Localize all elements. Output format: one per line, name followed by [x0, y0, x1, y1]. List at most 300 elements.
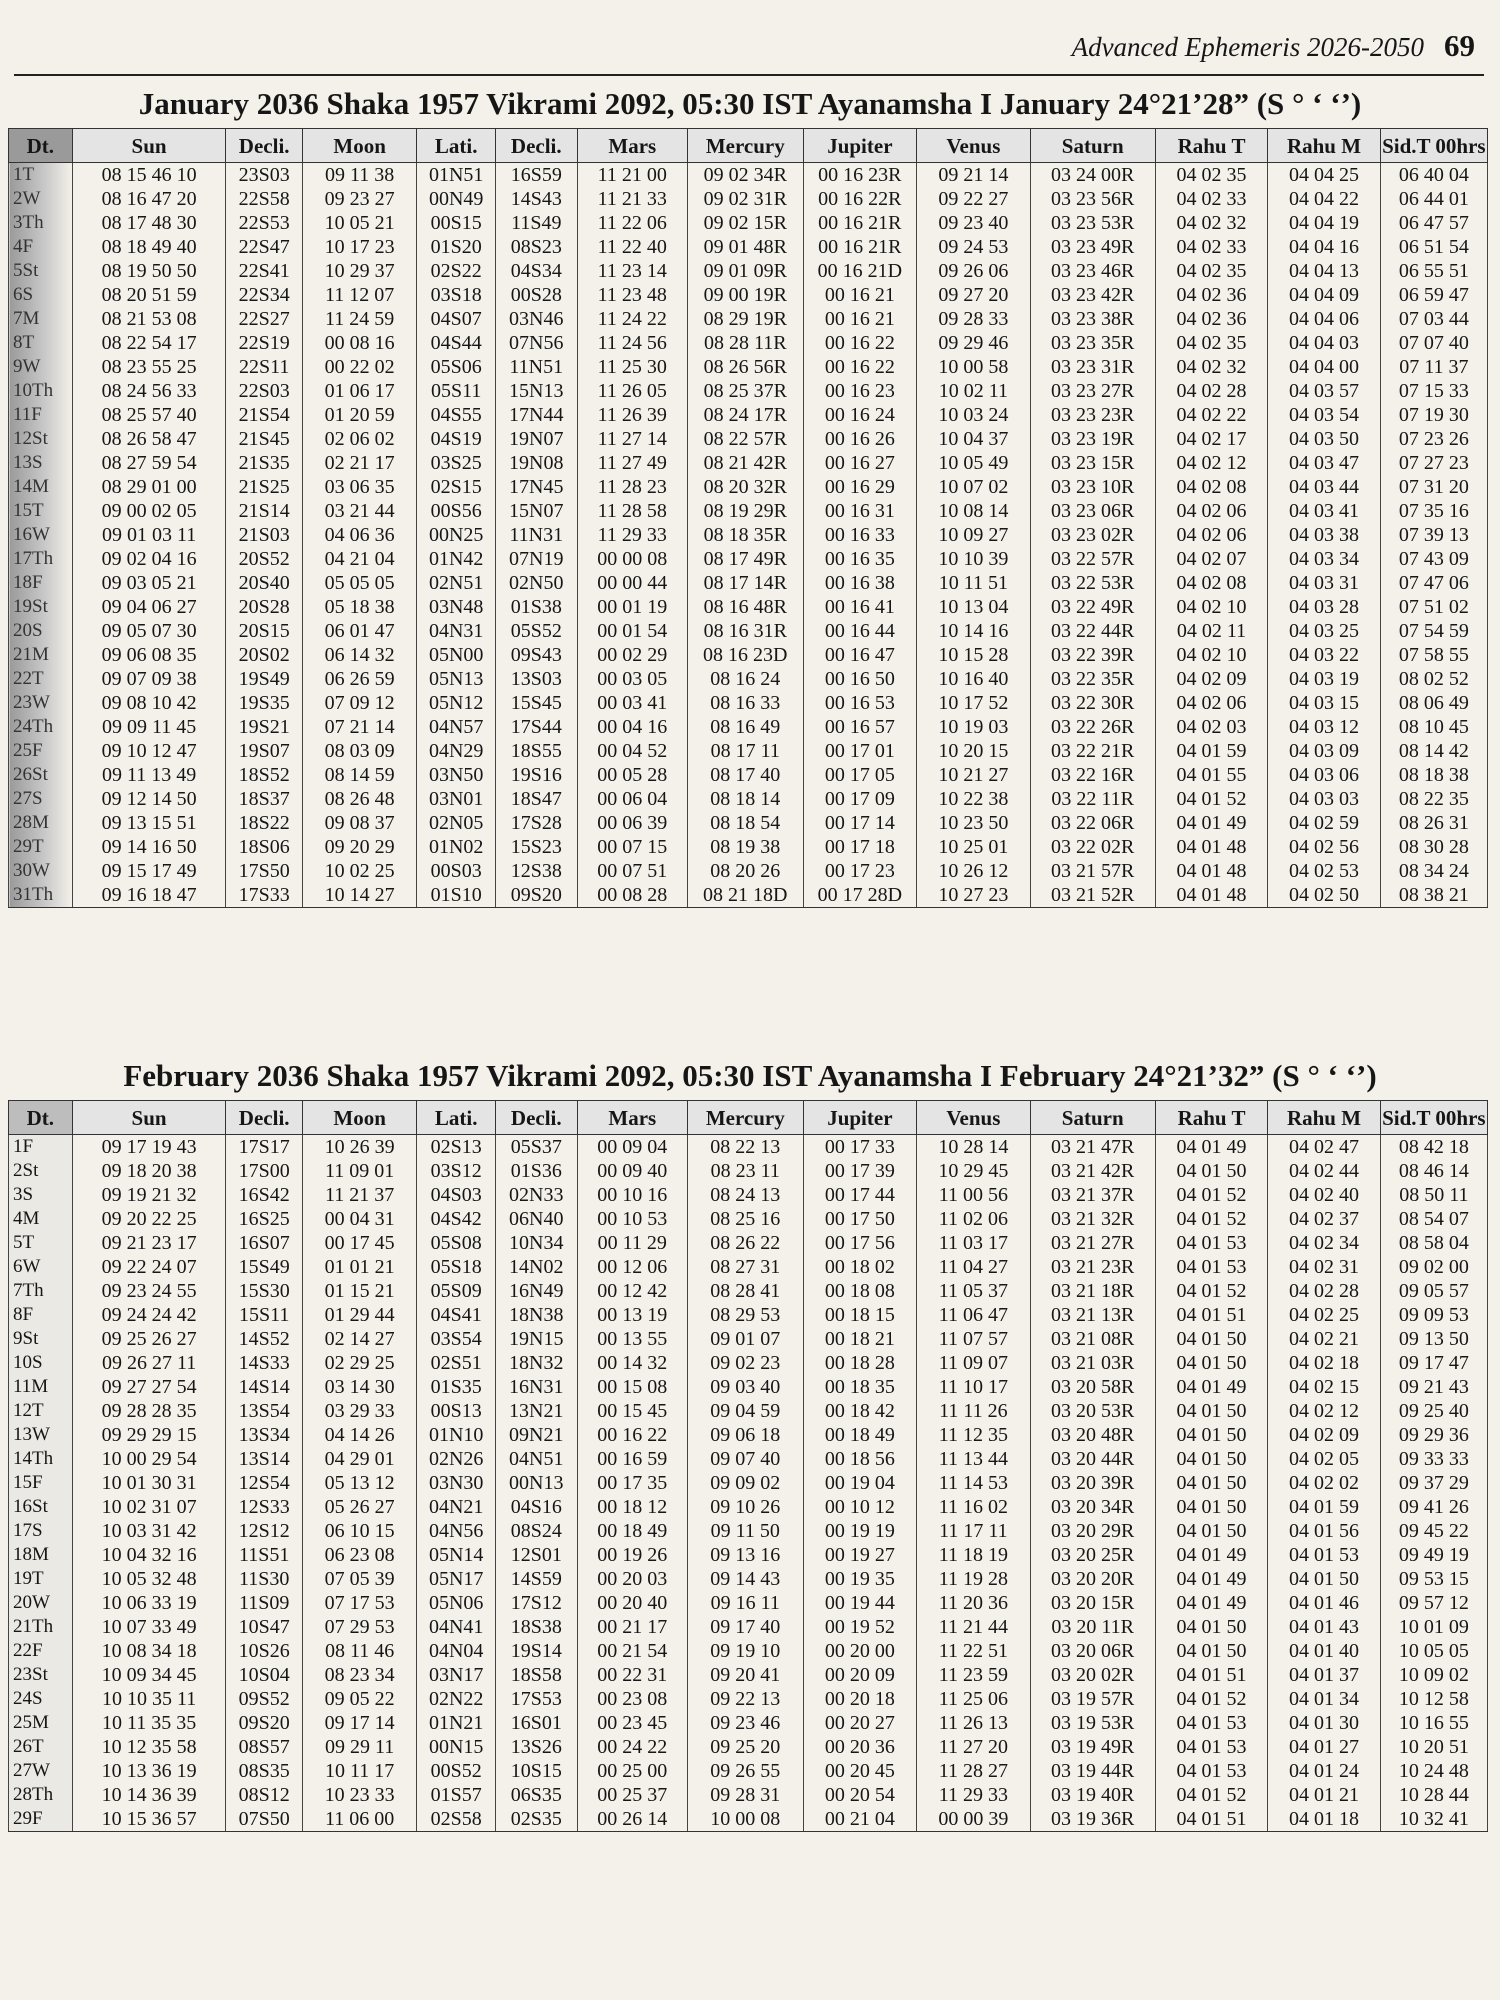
value-cell: 09S20: [495, 883, 577, 908]
value-cell: 11 17 11: [917, 1519, 1031, 1543]
value-cell: 09 13 15 51: [72, 811, 226, 835]
column-header: Jupiter: [803, 129, 917, 163]
value-cell: 00 16 50: [803, 667, 917, 691]
value-cell: 02S13: [417, 1135, 496, 1160]
value-cell: 07 19 30: [1380, 403, 1487, 427]
value-cell: 10 05 49: [917, 451, 1031, 475]
column-header: Rahu M: [1268, 129, 1380, 163]
date-cell: 2W: [9, 187, 73, 211]
value-cell: 19N07: [495, 427, 577, 451]
column-header: Lati.: [417, 129, 496, 163]
value-cell: 04 03 28: [1268, 595, 1380, 619]
value-cell: 00 17 56: [803, 1231, 917, 1255]
value-cell: 00 21 17: [577, 1615, 687, 1639]
value-cell: 03 22 57R: [1030, 547, 1155, 571]
value-cell: 00 18 42: [803, 1399, 917, 1423]
value-cell: 09 05 07 30: [72, 619, 226, 643]
value-cell: 04 01 50: [1155, 1447, 1267, 1471]
value-cell: 13S34: [226, 1423, 302, 1447]
value-cell: 16S01: [495, 1711, 577, 1735]
value-cell: 00 16 38: [803, 571, 917, 595]
value-cell: 10 26 39: [302, 1135, 417, 1160]
value-cell: 09 29 36: [1380, 1423, 1487, 1447]
value-cell: 08 24 56 33: [72, 379, 226, 403]
value-cell: 19N15: [495, 1327, 577, 1351]
value-cell: 09 19 21 32: [72, 1183, 226, 1207]
value-cell: 07 54 59: [1380, 619, 1487, 643]
value-cell: 11 28 58: [577, 499, 687, 523]
date-cell: 15F: [9, 1471, 73, 1495]
date-cell: 12T: [9, 1399, 73, 1423]
value-cell: 02N33: [495, 1183, 577, 1207]
table-row: [9, 259, 1488, 283]
value-cell: 01N42: [417, 547, 496, 571]
value-cell: 09 14 16 50: [72, 835, 226, 859]
value-cell: 03 20 06R: [1030, 1639, 1155, 1663]
value-cell: 00 16 27: [803, 451, 917, 475]
value-cell: 11 21 00: [577, 163, 687, 188]
value-cell: 04 02 32: [1155, 355, 1267, 379]
value-cell: 04 01 51: [1155, 1807, 1267, 1832]
value-cell: 18N32: [495, 1351, 577, 1375]
value-cell: 08 29 53: [687, 1303, 803, 1327]
value-cell: 03S18: [417, 283, 496, 307]
value-cell: 08 17 11: [687, 739, 803, 763]
value-cell: 19N08: [495, 451, 577, 475]
value-cell: 04 01 49: [1155, 811, 1267, 835]
value-cell: 03 21 08R: [1030, 1327, 1155, 1351]
value-cell: 08 02 52: [1380, 667, 1487, 691]
value-cell: 08 18 35R: [687, 523, 803, 547]
value-cell: 06S35: [495, 1783, 577, 1807]
value-cell: 20S52: [226, 547, 302, 571]
value-cell: 00 23 45: [577, 1711, 687, 1735]
value-cell: 10 00 58: [917, 355, 1031, 379]
table-row: [9, 811, 1488, 835]
date-cell: 23W: [9, 691, 73, 715]
date-cell: 2St: [9, 1159, 73, 1183]
value-cell: 04 01 51: [1155, 1303, 1267, 1327]
column-header: Sid.T 00hrs: [1380, 1101, 1487, 1135]
table-row: [9, 1495, 1488, 1519]
value-cell: 22S41: [226, 259, 302, 283]
value-cell: 00 02 29: [577, 643, 687, 667]
value-cell: 04S03: [417, 1183, 496, 1207]
value-cell: 09 24 53: [917, 235, 1031, 259]
value-cell: 08 23 34: [302, 1663, 417, 1687]
value-cell: 04 02 21: [1268, 1327, 1380, 1351]
table-row: [9, 307, 1488, 331]
date-cell: 30W: [9, 859, 73, 883]
value-cell: 07 39 13: [1380, 523, 1487, 547]
value-cell: 05N06: [417, 1591, 496, 1615]
value-cell: 08 22 54 17: [72, 331, 226, 355]
value-cell: 03N01: [417, 787, 496, 811]
value-cell: 04 01 56: [1268, 1519, 1380, 1543]
value-cell: 10 13 04: [917, 595, 1031, 619]
value-cell: 04 02 28: [1155, 379, 1267, 403]
value-cell: 06 23 08: [302, 1543, 417, 1567]
value-cell: 04 01 53: [1155, 1231, 1267, 1255]
value-cell: 03 19 44R: [1030, 1759, 1155, 1783]
value-cell: 10 11 17: [302, 1759, 417, 1783]
value-cell: 04 01 48: [1155, 835, 1267, 859]
value-cell: 08S57: [226, 1735, 302, 1759]
table-row: [9, 451, 1488, 475]
table-row: [9, 1591, 1488, 1615]
value-cell: 09 06 08 35: [72, 643, 226, 667]
value-cell: 01S36: [495, 1159, 577, 1183]
value-cell: 08 25 57 40: [72, 403, 226, 427]
value-cell: 04 01 59: [1268, 1495, 1380, 1519]
value-cell: 00S15: [417, 211, 496, 235]
column-header: Dt.: [9, 1101, 73, 1135]
date-cell: 29T: [9, 835, 73, 859]
value-cell: 00 10 53: [577, 1207, 687, 1231]
value-cell: 09 03 05 21: [72, 571, 226, 595]
value-cell: 15N13: [495, 379, 577, 403]
value-cell: 03 23 23R: [1030, 403, 1155, 427]
table-row: [9, 187, 1488, 211]
value-cell: 09 22 27: [917, 187, 1031, 211]
value-cell: 19S21: [226, 715, 302, 739]
value-cell: 00 17 28D: [803, 883, 917, 908]
date-cell: 12St: [9, 427, 73, 451]
value-cell: 11 23 59: [917, 1663, 1031, 1687]
value-cell: 10 14 36 39: [72, 1783, 226, 1807]
table-row: [9, 1255, 1488, 1279]
value-cell: 17S44: [495, 715, 577, 739]
table-row: [9, 1327, 1488, 1351]
value-cell: 08 29 19R: [687, 307, 803, 331]
value-cell: 04 01 52: [1155, 1687, 1267, 1711]
value-cell: 00N49: [417, 187, 496, 211]
value-cell: 04N57: [417, 715, 496, 739]
date-cell: 4F: [9, 235, 73, 259]
value-cell: 07 51 02: [1380, 595, 1487, 619]
value-cell: 03 21 27R: [1030, 1231, 1155, 1255]
date-cell: 17Th: [9, 547, 73, 571]
value-cell: 17S28: [495, 811, 577, 835]
value-cell: 19S14: [495, 1639, 577, 1663]
value-cell: 10 20 15: [917, 739, 1031, 763]
value-cell: 10 17 52: [917, 691, 1031, 715]
value-cell: 04 01 34: [1268, 1687, 1380, 1711]
value-cell: 00 10 16: [577, 1183, 687, 1207]
value-cell: 04 02 33: [1155, 187, 1267, 211]
value-cell: 09 13 50: [1380, 1327, 1487, 1351]
value-cell: 03 22 35R: [1030, 667, 1155, 691]
value-cell: 04 01 50: [1155, 1471, 1267, 1495]
value-cell: 22S11: [226, 355, 302, 379]
value-cell: 11 20 36: [917, 1591, 1031, 1615]
date-cell: 11M: [9, 1375, 73, 1399]
value-cell: 00 20 40: [577, 1591, 687, 1615]
value-cell: 08 21 18D: [687, 883, 803, 908]
value-cell: 04S41: [417, 1303, 496, 1327]
value-cell: 07 31 20: [1380, 475, 1487, 499]
value-cell: 04 02 32: [1155, 211, 1267, 235]
column-header: Decli.: [226, 1101, 302, 1135]
value-cell: 06 47 57: [1380, 211, 1487, 235]
value-cell: 04 14 26: [302, 1423, 417, 1447]
value-cell: 11 21 37: [302, 1183, 417, 1207]
value-cell: 03 23 27R: [1030, 379, 1155, 403]
value-cell: 16S59: [495, 163, 577, 188]
table-row: [9, 1351, 1488, 1375]
value-cell: 11 04 27: [917, 1255, 1031, 1279]
date-cell: 15T: [9, 499, 73, 523]
column-header: Venus: [917, 129, 1031, 163]
value-cell: 04 02 35: [1155, 163, 1267, 188]
value-cell: 09 07 40: [687, 1447, 803, 1471]
value-cell: 09 16 18 47: [72, 883, 226, 908]
value-cell: 03 23 42R: [1030, 283, 1155, 307]
value-cell: 11 26 13: [917, 1711, 1031, 1735]
value-cell: 18S06: [226, 835, 302, 859]
date-cell: 8T: [9, 331, 73, 355]
value-cell: 05S11: [417, 379, 496, 403]
value-cell: 08 18 49 40: [72, 235, 226, 259]
column-header: Saturn: [1030, 1101, 1155, 1135]
value-cell: 10 21 27: [917, 763, 1031, 787]
value-cell: 04 02 12: [1268, 1399, 1380, 1423]
value-cell: 13S14: [226, 1447, 302, 1471]
table-row: [9, 283, 1488, 307]
value-cell: 08 23 11: [687, 1159, 803, 1183]
value-cell: 04 03 25: [1268, 619, 1380, 643]
value-cell: 11 18 19: [917, 1543, 1031, 1567]
value-cell: 14S52: [226, 1327, 302, 1351]
value-cell: 09 01 03 11: [72, 523, 226, 547]
value-cell: 00 16 23R: [803, 163, 917, 188]
value-cell: 08 38 21: [1380, 883, 1487, 908]
value-cell: 11 26 05: [577, 379, 687, 403]
value-cell: 04 01 21: [1268, 1783, 1380, 1807]
value-cell: 08 46 14: [1380, 1159, 1487, 1183]
table-row: [9, 1207, 1488, 1231]
value-cell: 01 06 17: [302, 379, 417, 403]
value-cell: 02N26: [417, 1447, 496, 1471]
value-cell: 11 27 14: [577, 427, 687, 451]
value-cell: 04 02 35: [1155, 259, 1267, 283]
value-cell: 00 18 08: [803, 1279, 917, 1303]
value-cell: 01 20 59: [302, 403, 417, 427]
value-cell: 04 01 24: [1268, 1759, 1380, 1783]
value-cell: 00 17 05: [803, 763, 917, 787]
value-cell: 08 11 46: [302, 1639, 417, 1663]
value-cell: 04 02 02: [1268, 1471, 1380, 1495]
table-row: [9, 1183, 1488, 1207]
value-cell: 00 12 42: [577, 1279, 687, 1303]
value-cell: 11 23 48: [577, 283, 687, 307]
value-cell: 04 01 52: [1155, 1207, 1267, 1231]
table-row: [9, 523, 1488, 547]
value-cell: 10 05 32 48: [72, 1567, 226, 1591]
column-header: Mercury: [687, 129, 803, 163]
value-cell: 04 02 06: [1155, 523, 1267, 547]
value-cell: 09N21: [495, 1423, 577, 1447]
value-cell: 21S54: [226, 403, 302, 427]
value-cell: 17S12: [495, 1591, 577, 1615]
column-header: Mercury: [687, 1101, 803, 1135]
value-cell: 08 30 28: [1380, 835, 1487, 859]
value-cell: 10 03 24: [917, 403, 1031, 427]
value-cell: 12S01: [495, 1543, 577, 1567]
value-cell: 10 24 48: [1380, 1759, 1487, 1783]
value-cell: 04 02 28: [1268, 1279, 1380, 1303]
value-cell: 00 07 51: [577, 859, 687, 883]
value-cell: 08 54 07: [1380, 1207, 1487, 1231]
value-cell: 00S56: [417, 499, 496, 523]
value-cell: 04S07: [417, 307, 496, 331]
value-cell: 03 23 15R: [1030, 451, 1155, 475]
value-cell: 00 23 08: [577, 1687, 687, 1711]
value-cell: 04S16: [495, 1495, 577, 1519]
date-cell: 16W: [9, 523, 73, 547]
value-cell: 20S02: [226, 643, 302, 667]
value-cell: 10 25 01: [917, 835, 1031, 859]
table-row: [9, 379, 1488, 403]
value-cell: 03 19 36R: [1030, 1807, 1155, 1832]
table-row: [9, 1759, 1488, 1783]
value-cell: 00 17 44: [803, 1183, 917, 1207]
value-cell: 00 16 29: [803, 475, 917, 499]
value-cell: 21S14: [226, 499, 302, 523]
value-cell: 11 09 07: [917, 1351, 1031, 1375]
value-cell: 08 23 55 25: [72, 355, 226, 379]
value-cell: 09 10 26: [687, 1495, 803, 1519]
value-cell: 09 53 15: [1380, 1567, 1487, 1591]
value-cell: 07 43 09: [1380, 547, 1487, 571]
date-cell: 31Th: [9, 883, 73, 908]
value-cell: 03 06 35: [302, 475, 417, 499]
value-cell: 11S49: [495, 211, 577, 235]
value-cell: 00 16 22R: [803, 187, 917, 211]
value-cell: 06 14 32: [302, 643, 417, 667]
value-cell: 07 09 12: [302, 691, 417, 715]
value-cell: 03S54: [417, 1327, 496, 1351]
value-cell: 09 25 26 27: [72, 1327, 226, 1351]
value-cell: 00 26 14: [577, 1807, 687, 1832]
value-cell: 04 03 22: [1268, 643, 1380, 667]
value-cell: 09 02 31R: [687, 187, 803, 211]
value-cell: 08S23: [495, 235, 577, 259]
value-cell: 09 20 29: [302, 835, 417, 859]
value-cell: 11 25 06: [917, 1687, 1031, 1711]
table-row: [9, 235, 1488, 259]
value-cell: 15N07: [495, 499, 577, 523]
value-cell: 04 02 08: [1155, 475, 1267, 499]
value-cell: 04 02 09: [1155, 667, 1267, 691]
value-cell: 09 16 11: [687, 1591, 803, 1615]
value-cell: 08 17 14R: [687, 571, 803, 595]
value-cell: 15S45: [495, 691, 577, 715]
value-cell: 01 15 21: [302, 1279, 417, 1303]
value-cell: 03 23 46R: [1030, 259, 1155, 283]
value-cell: 04S34: [495, 259, 577, 283]
value-cell: 08 22 35: [1380, 787, 1487, 811]
january-ephemeris-table: [8, 128, 1488, 908]
value-cell: 08 16 47 20: [72, 187, 226, 211]
table-row: [9, 1663, 1488, 1687]
value-cell: 00 16 26: [803, 427, 917, 451]
value-cell: 09 21 14: [917, 163, 1031, 188]
value-cell: 09 17 47: [1380, 1351, 1487, 1375]
value-cell: 08 21 53 08: [72, 307, 226, 331]
value-cell: 07 07 40: [1380, 331, 1487, 355]
value-cell: 01S20: [417, 235, 496, 259]
value-cell: 09 41 26: [1380, 1495, 1487, 1519]
value-cell: 15S11: [226, 1303, 302, 1327]
value-cell: 04 02 37: [1268, 1207, 1380, 1231]
value-cell: 18S58: [495, 1663, 577, 1687]
value-cell: 04 02 05: [1268, 1447, 1380, 1471]
value-cell: 08 50 11: [1380, 1183, 1487, 1207]
table-row: [9, 1471, 1488, 1495]
value-cell: 09 17 14: [302, 1711, 417, 1735]
value-cell: 10 07 02: [917, 475, 1031, 499]
table-row: [9, 1687, 1488, 1711]
value-cell: 10 09 02: [1380, 1663, 1487, 1687]
value-cell: 09 25 40: [1380, 1399, 1487, 1423]
value-cell: 00 16 47: [803, 643, 917, 667]
value-cell: 00 03 41: [577, 691, 687, 715]
value-cell: 10 04 37: [917, 427, 1031, 451]
january-title: January 2036 Shaka 1957 Vikrami 2092, 05:30 IST Ayanamsha I January 24°21’28” (S ° ‘ ‘’): [138, 86, 1362, 121]
value-cell: 18S22: [226, 811, 302, 835]
table-row: [9, 763, 1488, 787]
value-cell: 03 20 02R: [1030, 1663, 1155, 1687]
value-cell: 08 22 13: [687, 1135, 803, 1160]
date-cell: 5T: [9, 1231, 73, 1255]
value-cell: 03 22 44R: [1030, 619, 1155, 643]
value-cell: 01S38: [495, 595, 577, 619]
value-cell: 00 18 35: [803, 1375, 917, 1399]
value-cell: 09 26 55: [687, 1759, 803, 1783]
value-cell: 04 01 53: [1155, 1735, 1267, 1759]
value-cell: 04 03 19: [1268, 667, 1380, 691]
value-cell: 07N19: [495, 547, 577, 571]
value-cell: 10 13 36 19: [72, 1759, 226, 1783]
value-cell: 10 14 27: [302, 883, 417, 908]
value-cell: 09 19 10: [687, 1639, 803, 1663]
value-cell: 11 22 40: [577, 235, 687, 259]
value-cell: 10 02 31 07: [72, 1495, 226, 1519]
value-cell: 00 00 08: [577, 547, 687, 571]
value-cell: 00 19 26: [577, 1543, 687, 1567]
value-cell: 00 16 31: [803, 499, 917, 523]
value-cell: 04 01 49: [1155, 1543, 1267, 1567]
value-cell: 00 17 33: [803, 1135, 917, 1160]
value-cell: 19S07: [226, 739, 302, 763]
value-cell: 08 19 50 50: [72, 259, 226, 283]
value-cell: 08 06 49: [1380, 691, 1487, 715]
value-cell: 09 05 22: [302, 1687, 417, 1711]
value-cell: 04N41: [417, 1615, 496, 1639]
value-cell: 00 05 28: [577, 763, 687, 787]
value-cell: 03 24 00R: [1030, 163, 1155, 188]
value-cell: 08 20 32R: [687, 475, 803, 499]
column-header: Decli.: [495, 1101, 577, 1135]
date-cell: 21Th: [9, 1615, 73, 1639]
value-cell: 04 03 54: [1268, 403, 1380, 427]
value-cell: 05S09: [417, 1279, 496, 1303]
value-cell: 11 24 56: [577, 331, 687, 355]
date-cell: 16St: [9, 1495, 73, 1519]
value-cell: 00 17 14: [803, 811, 917, 835]
value-cell: 11 05 37: [917, 1279, 1031, 1303]
